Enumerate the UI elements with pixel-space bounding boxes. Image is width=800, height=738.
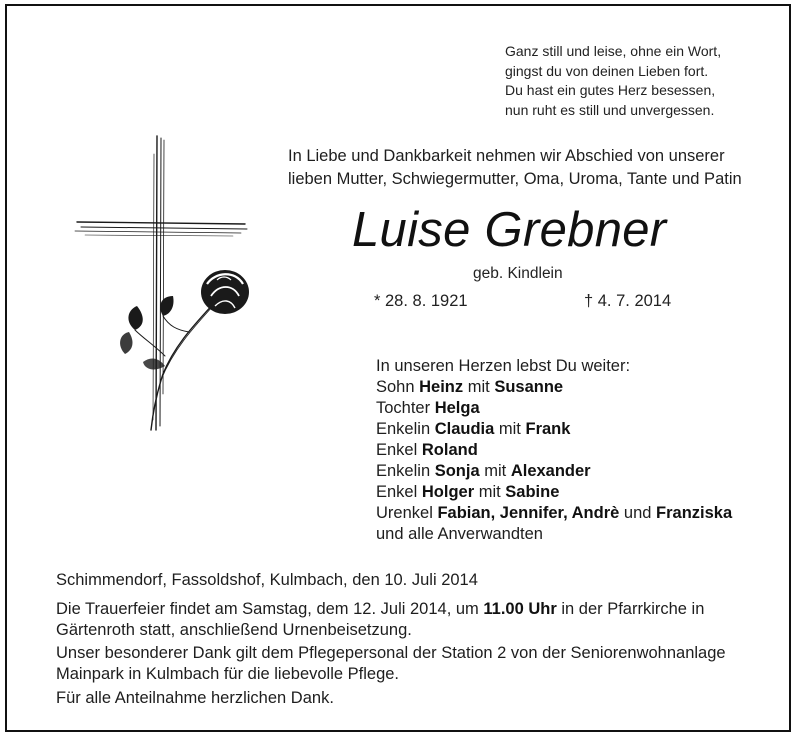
memorial-poem — [505, 42, 721, 120]
poem-line: gingst du von deinen Lieben fort. — [505, 62, 709, 79]
cross-with-rose-icon — [65, 134, 265, 434]
intro-line: lieben Mutter, Schwiegermutter, Oma, Uroma, Tante und Patin — [288, 170, 742, 188]
care-thanks: Unser besonderer Dank gilt dem Pflegepersonal der Station 2 von der Seniorenwohnanlage Mainpark in Kulmbach für die liebevolle Pflege. — [56, 644, 726, 683]
mourners-closing: und alle Anverwandten — [376, 525, 543, 543]
obituary-notice — [5, 4, 791, 732]
deceased-name: Luise Grebner — [352, 203, 667, 257]
general-thanks: Für alle Anteilnahme herzlichen Dank. — [56, 689, 334, 707]
list-item: Enkel Holger mit Sabine — [376, 483, 560, 501]
funeral-time: 11.00 Uhr — [483, 600, 557, 618]
funeral-info: Die Trauerfeier findet am Samstag, dem 12. Juli 2014, um 11.00 Uhr in der Pfarrkirche in Gärtenroth statt, anschließend Urnenbeisetzung. — [56, 600, 705, 639]
poem-line: Du hast ein gutes Herz besessen, — [505, 82, 716, 98]
list-item: Urenkel Fabian, Jennifer, Andrè und Franziska — [376, 504, 733, 522]
mourners-heading: In unseren Herzen lebst Du weiter: — [376, 357, 631, 375]
list-item: Tochter Helga — [376, 399, 480, 417]
list-item: Enkel Roland — [376, 441, 478, 459]
maiden-name: geb. Kindlein — [473, 265, 563, 282]
place-and-date: Schimmendorf, Fassoldshof, Kulmbach, den 10. Juli 2014 — [56, 571, 478, 589]
farewell-intro — [288, 145, 742, 191]
poem-line: nun ruht es still und unvergessen. — [505, 101, 715, 118]
list-item: Enkelin Claudia mit Frank — [376, 420, 571, 438]
intro-line: In Liebe und Dankbarkeit nehmen wir Abschied von unserer — [288, 147, 725, 165]
birth-date: * 28. 8. 1921 — [374, 292, 468, 310]
death-date: † 4. 7. 2014 — [584, 292, 672, 310]
list-item: Sohn Heinz mit Susanne — [376, 378, 564, 396]
poem-line: Ganz still und leise, ohne ein Wort, — [505, 43, 722, 59]
mourners-list — [376, 356, 732, 545]
list-item: Enkelin Sonja mit Alexander — [376, 462, 591, 480]
